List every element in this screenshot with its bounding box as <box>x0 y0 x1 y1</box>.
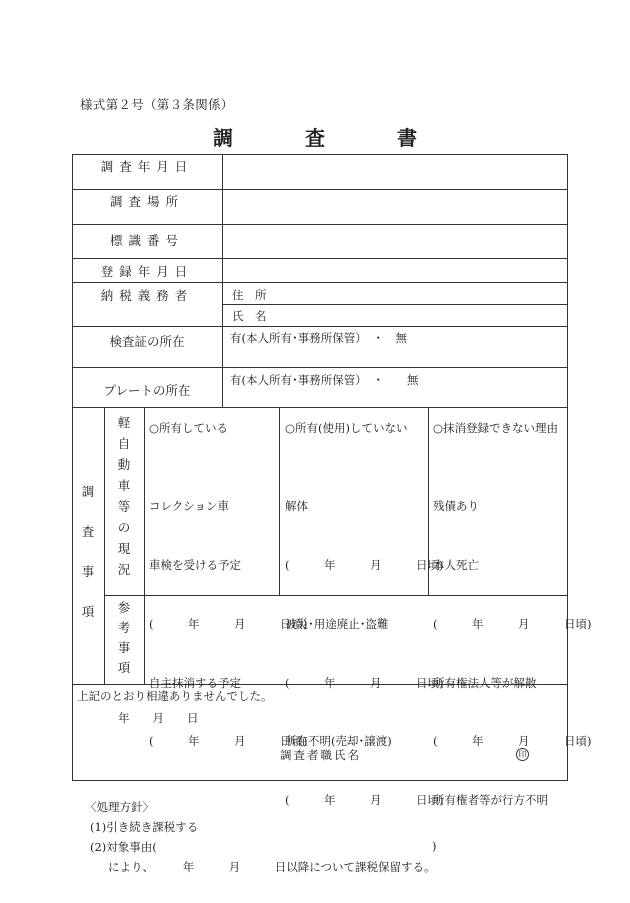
option-self-deregister: 自主抹消する予定 <box>149 675 241 690</box>
inspection-cert-value: 有(本人所有･事務所保管） ・ 無 <box>230 331 407 345</box>
policy-heading: 〈処理方針〉 <box>85 800 154 814</box>
option-owner-missing: 所有権者等が行方不明 <box>433 793 548 808</box>
row-divider <box>72 367 568 368</box>
row-divider <box>72 189 568 190</box>
row-divider <box>72 407 568 408</box>
survey-date-label: 調査年月日 <box>100 159 194 174</box>
plate-location-label: プレートの所在 <box>103 383 191 398</box>
option-dismantled: 解体 <box>285 499 308 514</box>
vehicle-status-text: 軽 自 動 車 等 の 現 況 <box>117 415 131 577</box>
registration-date-label: 登録年月日 <box>100 264 194 279</box>
reference-items-label <box>114 598 134 678</box>
option-corporation-dissolved: 所有権法人等が解散 <box>433 675 537 690</box>
row-divider <box>72 258 568 259</box>
option-date-blank: ( 年 月 日頃) <box>285 675 444 690</box>
option-date-blank: ( 年 月 日頃) <box>433 734 592 749</box>
policy-item-2-tail: により、 年 月 日以降について課税保留する。 <box>108 860 436 874</box>
declaration-text: 上記のとおり相違ありませんでした。 <box>77 689 273 703</box>
option-remaining-debt: 残債あり <box>433 499 479 514</box>
survey-items-label <box>78 482 98 622</box>
policy-item-2-suffix: ) <box>432 839 437 853</box>
policy-item-1: (1)引き続き課税する <box>90 820 199 834</box>
declaration-date: 年 月 日 <box>118 711 199 725</box>
column-divider <box>222 154 223 407</box>
form-number: 様式第２号（第３条関係） <box>80 97 234 112</box>
investigator-label: 調査者職氏名 <box>280 748 361 762</box>
column-divider <box>144 407 145 684</box>
col-not-owned-options <box>285 458 443 830</box>
address-label: 住 所 <box>232 288 267 302</box>
col-not-owned-heading: ○所有(使用)していない <box>285 421 408 435</box>
taxpayer-label: 納税義務者 <box>100 288 194 303</box>
row-divider <box>72 282 568 283</box>
document-title: 調 査 書 <box>213 126 443 150</box>
policy-item-2-prefix: (2)対象事由( <box>90 840 157 854</box>
name-label: 氏 名 <box>232 309 267 323</box>
plate-number-label: 標識番号 <box>109 233 184 248</box>
row-divider <box>222 304 568 305</box>
reference-items-text: 参 考 事 項 <box>117 600 131 675</box>
column-divider <box>104 407 105 684</box>
seal-mark: 印 <box>516 748 529 761</box>
vehicle-status-label <box>114 412 134 580</box>
row-divider <box>72 224 568 225</box>
option-date-blank: ( 年 月 日頃) <box>149 734 308 749</box>
option-inspection-planned: 車検を受ける予定 <box>149 557 241 572</box>
option-owner-deceased: 本人死亡 <box>433 557 479 572</box>
option-collection-car: コレクション車 <box>149 499 230 514</box>
option-disaster-theft: 被災･用途廃止･盗難 <box>285 616 389 631</box>
option-date-blank: ( 年 月 日頃) <box>285 793 444 808</box>
col-owned-heading: ○所有している <box>149 421 229 435</box>
inspection-cert-label: 検査証の所在 <box>109 334 185 349</box>
option-whereabouts-unknown: 所在不明(売却･譲渡) <box>285 734 392 749</box>
option-date-blank: ( 年 月 日頃) <box>285 557 444 572</box>
plate-location-value: 有(本人所有･事務所保管） ・ 無 <box>230 373 419 387</box>
option-date-blank: ( 年 月 日頃) <box>149 616 308 631</box>
col-cannot-deregister-options <box>433 458 591 830</box>
col-cannot-deregister-heading: ○抹消登録できない理由 <box>433 421 559 435</box>
row-divider <box>72 326 568 327</box>
survey-place-label: 調査場所 <box>109 194 184 209</box>
option-date-blank: ( 年 月 日頃) <box>433 616 592 631</box>
survey-items-text: 調 査 事 項 <box>81 484 95 619</box>
